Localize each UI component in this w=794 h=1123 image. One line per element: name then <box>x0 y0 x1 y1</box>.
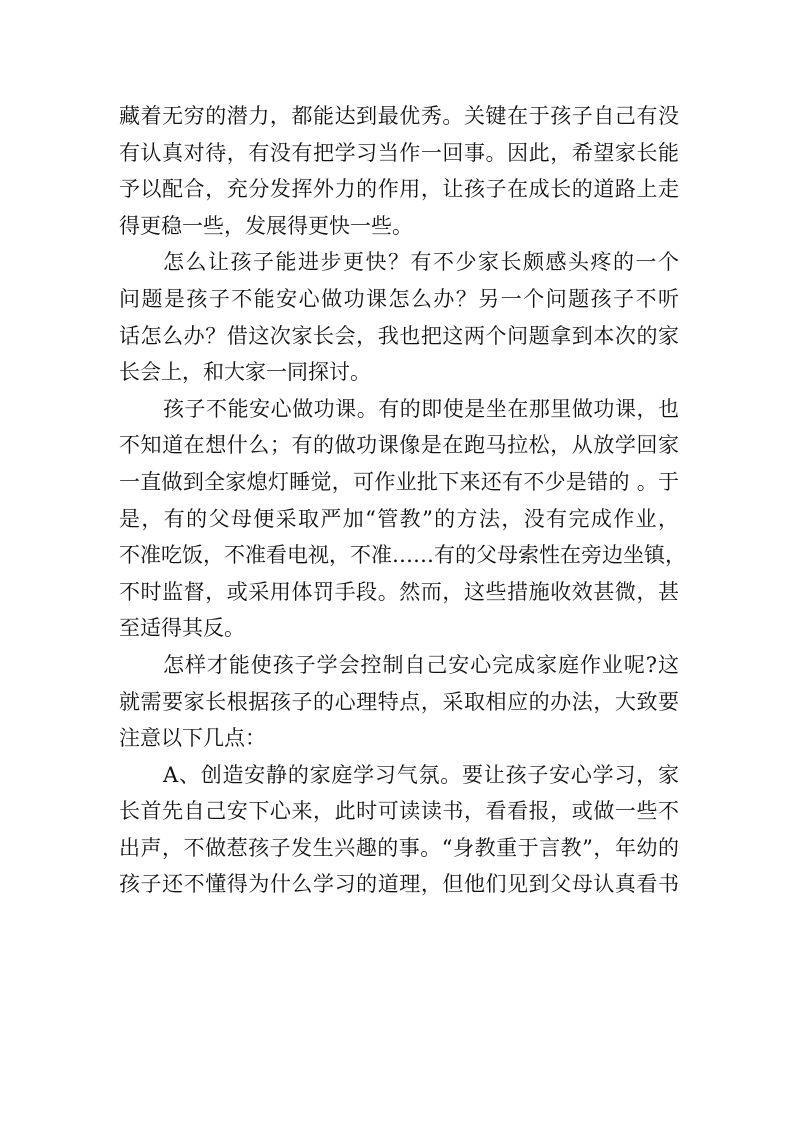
text-line: 问题是孩子不能安心做功课怎么办？另一个问题孩子不听 <box>119 286 679 311</box>
paragraph-first-line: 孩子不能安心做功课。有的即使是坐在那里做功课，也 <box>163 396 679 421</box>
text-line: 注意以下几点： <box>119 726 266 751</box>
paragraph-first-line: A、创造安静的家庭学习气氛。要让孩子安心学习，家 <box>163 762 679 787</box>
paragraph-first-line: 怎么让孩子能进步更快？有不少家长颇感头疼的一个 <box>163 250 679 275</box>
text-line: 是，有的父母便采取严加“管教”的方法，没有完成作业， <box>119 506 679 531</box>
paragraph-first-line: 怎样才能使孩子学会控制自己安心完成家庭作业呢?这 <box>163 652 679 677</box>
text-line: 不知道在想什么；有的做功课像是在跑马拉松，从放学回家 <box>119 433 679 458</box>
document-body <box>119 102 686 907</box>
text-line: 藏着无穷的潜力，都能达到最优秀。关键在于孩子自己有没 <box>119 104 679 128</box>
text-line: 孩子还不懂得为什么学习的道理，但他们见到父母认真看书 <box>119 872 679 897</box>
text-line: 有认真对待，有没有把学习当作一回事。因此，希望家长能 <box>119 140 679 165</box>
text-line: 话怎么办？借这次家长会，我也把这两个问题拿到本次的家 <box>119 323 679 348</box>
text-line: 就需要家长根据孩子的心理特点，采取相应的办法，大致要 <box>119 689 679 714</box>
text-line: 不时监督，或采用体罚手段。然而，这些措施收效甚微，甚 <box>119 579 679 604</box>
text-line: 长首先自己安下心来，此时可读读书，看看报，或做一些不 <box>119 799 679 824</box>
text-line: 至适得其反。 <box>119 616 245 641</box>
text-line: 不准吃饭，不准看电视，不准……有的父母索性在旁边坐镇， <box>119 543 686 568</box>
text-line: 出声，不做惹孩子发生兴趣的事。“身教重于言教”，年幼的 <box>119 835 679 860</box>
text-line: 长会上，和大家一同探讨。 <box>119 360 371 385</box>
text-line: 一直做到全家熄灯睡觉，可作业批下来还有不少是错的 。于 <box>119 469 679 494</box>
text-line: 予以配合，充分发挥外力的作用，让孩子在成长的道路上走 <box>119 177 679 202</box>
text-line: 得更稳一些，发展得更快一些。 <box>119 213 413 238</box>
